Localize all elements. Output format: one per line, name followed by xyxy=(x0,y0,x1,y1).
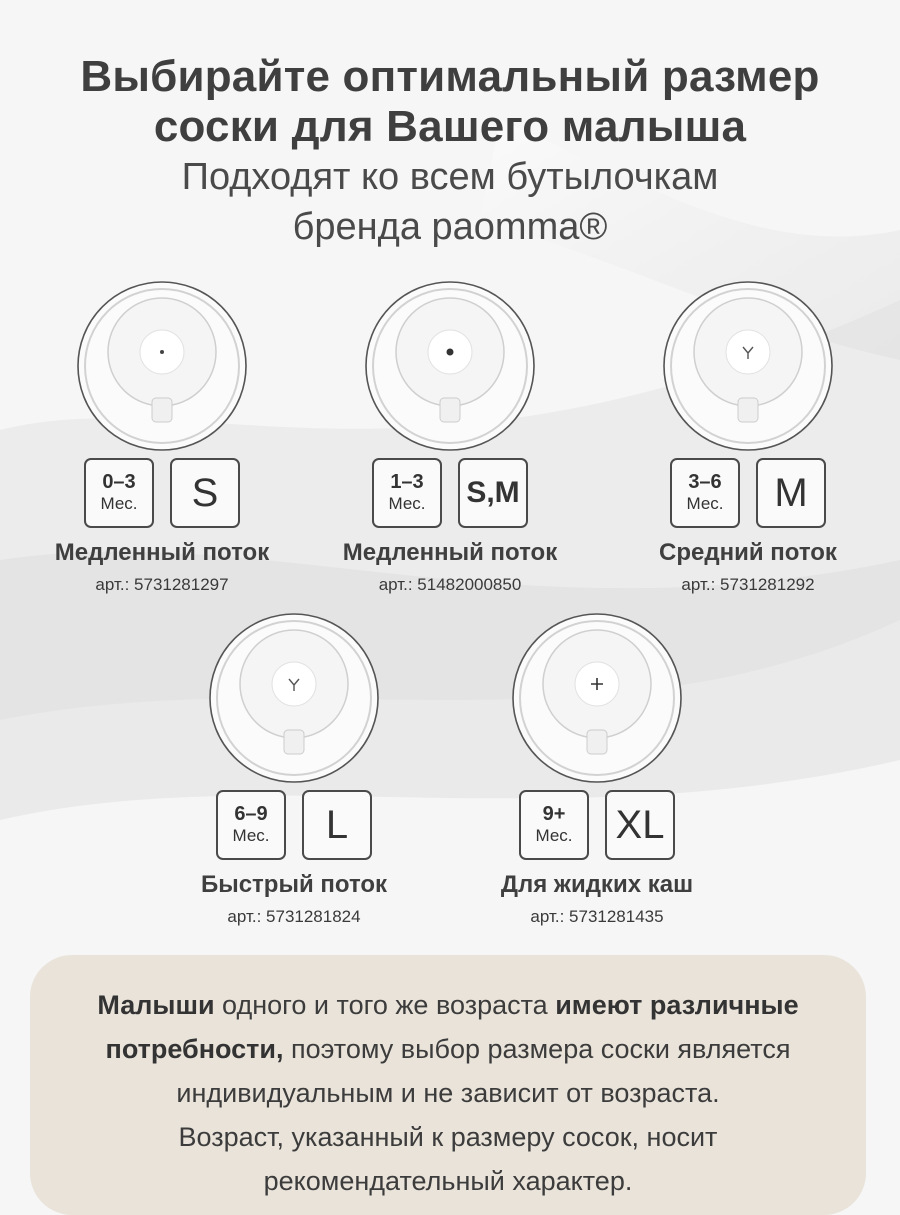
info-note-text xyxy=(70,983,826,1203)
nipple-card-sm xyxy=(320,280,580,600)
age-badge: 0–3 Мес. xyxy=(84,458,154,528)
nipple-card-m xyxy=(618,280,878,600)
title-line-2: соски для Вашего малыша xyxy=(153,102,747,151)
size-badge: L xyxy=(302,790,372,860)
nipple-image xyxy=(76,280,248,452)
page-title xyxy=(0,52,900,152)
flow-label: Для жидких каш xyxy=(500,871,694,898)
article-number: арт.: 5731281824 xyxy=(227,907,361,926)
age-badge: 1–3 Мес. xyxy=(372,458,442,528)
flow-label: Медленный поток xyxy=(342,539,558,566)
nipple-image xyxy=(662,280,834,452)
age-badge: 3–6 Мес. xyxy=(670,458,740,528)
nipple-image xyxy=(364,280,536,452)
size-badge: S xyxy=(170,458,240,528)
age-badge: 6–9 Мес. xyxy=(216,790,286,860)
article-number: арт.: 5731281435 xyxy=(530,907,664,926)
flow-label: Быстрый поток xyxy=(200,871,388,898)
size-badge: XL xyxy=(605,790,675,860)
article-number: арт.: 5731281292 xyxy=(681,575,815,594)
page-subtitle xyxy=(0,152,900,252)
nipple-image xyxy=(208,612,380,784)
note-line-1: Малыши одного и того же возраста имеют различные xyxy=(97,990,799,1020)
nipple-card-s xyxy=(32,280,292,600)
article-number: арт.: 5731281297 xyxy=(95,575,229,594)
subtitle-line-2: бренда paomma® xyxy=(292,206,608,248)
title-line-1: Выбирайте оптимальный размер xyxy=(80,52,820,101)
nipple-card-xl xyxy=(467,612,727,932)
note-line-5: рекомендательный характер. xyxy=(263,1166,633,1196)
size-badge: M xyxy=(756,458,826,528)
note-line-2: потребности, поэтому выбор размера соски является xyxy=(105,1034,791,1064)
flow-label: Средний поток xyxy=(659,539,837,566)
subtitle-line-1: Подходят ко всем бутылочкам xyxy=(181,156,719,198)
nipple-card-l xyxy=(164,612,424,932)
flow-label: Медленный поток xyxy=(54,539,270,566)
note-line-4: Возраст, указанный к размеру сосок, носит xyxy=(178,1122,718,1152)
nipple-image xyxy=(511,612,683,784)
size-badge: S,M xyxy=(458,458,528,528)
info-note xyxy=(30,955,866,1215)
article-number: арт.: 51482000850 xyxy=(378,575,522,594)
age-badge: 9+ Мес. xyxy=(519,790,589,860)
note-line-3: индивидуальным и не зависит от возраста. xyxy=(176,1078,720,1108)
